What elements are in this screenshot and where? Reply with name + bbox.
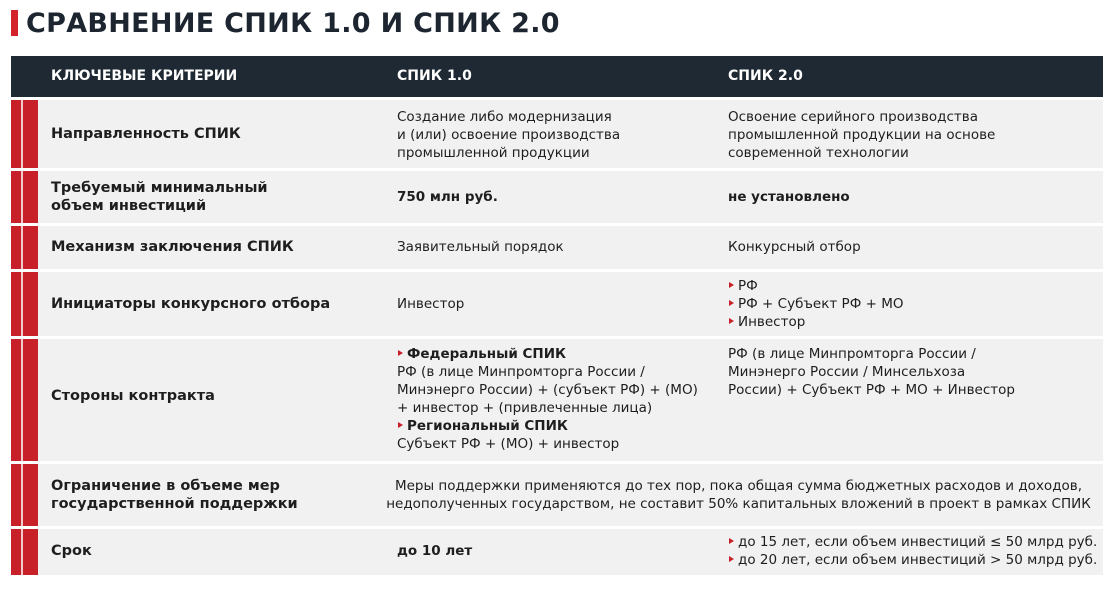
table-header bbox=[11, 56, 1103, 97]
spik2-value bbox=[728, 277, 1098, 331]
bullet-item: РФ + Субъект РФ + МО bbox=[728, 295, 1098, 313]
table-row-parties bbox=[11, 339, 1103, 461]
row-stripe bbox=[11, 272, 38, 336]
bullet-item: Инвестор bbox=[728, 313, 1098, 331]
spik2-value: Конкурсный отбор bbox=[728, 239, 861, 255]
spik1-value: Инвестор bbox=[397, 296, 465, 312]
criterion-label: Требуемый минимальный объем инвестиций bbox=[51, 180, 268, 214]
bullet-federal: Федеральный СПИК bbox=[397, 345, 717, 363]
table-row-direction bbox=[11, 100, 1103, 168]
bullet-item: до 15 лет, если объем инвестиций ≤ 50 млрд руб. bbox=[728, 533, 1098, 551]
bullet-item: до 20 лет, если объем инвестиций > 50 млрд руб. bbox=[728, 551, 1098, 569]
header-criteria: КЛЮЧЕВЫЕ КРИТЕРИИ bbox=[51, 68, 238, 84]
spik2-value bbox=[728, 533, 1098, 569]
spik1-value: до 10 лет bbox=[397, 543, 473, 559]
row-stripe bbox=[11, 339, 38, 461]
spik1-value: Создание либо модернизация и (или) освоение производства промышленной продукции bbox=[397, 109, 621, 161]
header-spik2: СПИК 2.0 bbox=[728, 68, 803, 84]
comparison-table bbox=[11, 56, 1103, 575]
spik2-value: не установлено bbox=[728, 189, 850, 205]
limit-value: Меры поддержки применяются до тех пор, пока общая сумма бюджетных расходов и доходов, недополученных государством, не составит 50% капитальных вложений в проект в рамках СПИК bbox=[386, 478, 1091, 512]
table-row-term bbox=[11, 529, 1103, 575]
criterion-label: Стороны контракта bbox=[51, 388, 215, 404]
table-row-limit bbox=[11, 464, 1103, 526]
row-stripe bbox=[11, 171, 38, 223]
row-stripe bbox=[11, 226, 38, 269]
row-stripe bbox=[11, 100, 38, 168]
spik1-value: Федеральный СПИК РФ (в лице Минпромторга России / Минэнерго России) + (субъект РФ) + (МО) + инвестор + (привлеченные лица) Региональный СПИК Субъект РФ + (МО) + инвестор bbox=[397, 345, 717, 453]
spik1-value: Заявительный порядок bbox=[397, 239, 564, 255]
criterion-label: Направленность СПИК bbox=[51, 126, 241, 142]
page-title: СРАВНЕНИЕ СПИК 1.0 И СПИК 2.0 bbox=[26, 8, 560, 39]
table-row-mechanism bbox=[11, 226, 1103, 269]
criterion-label: Ограничение в объеме мер государственной поддержки bbox=[51, 478, 298, 512]
bullet-regional: Региональный СПИК bbox=[397, 417, 717, 435]
spik2-value: Освоение серийного производства промышленной продукции на основе современной технологии bbox=[728, 109, 996, 161]
row-stripe bbox=[11, 464, 38, 526]
criterion-label: Механизм заключения СПИК bbox=[51, 239, 294, 255]
title-accent-bar bbox=[11, 10, 18, 36]
spik2-value: РФ (в лице Минпромторга России / Минэнерго России / Минсельхоза России) + Субъект РФ + МО + Инвестор bbox=[728, 346, 1015, 398]
table-row-initiators bbox=[11, 272, 1103, 336]
header-spik1: СПИК 1.0 bbox=[397, 68, 472, 84]
criterion-label: Срок bbox=[51, 543, 92, 559]
criterion-label: Инициаторы конкурсного отбора bbox=[51, 296, 331, 312]
table-row-investment bbox=[11, 171, 1103, 223]
bullet-item: РФ bbox=[728, 277, 1098, 295]
spik1-value: 750 млн руб. bbox=[397, 189, 498, 205]
row-stripe bbox=[11, 529, 38, 575]
